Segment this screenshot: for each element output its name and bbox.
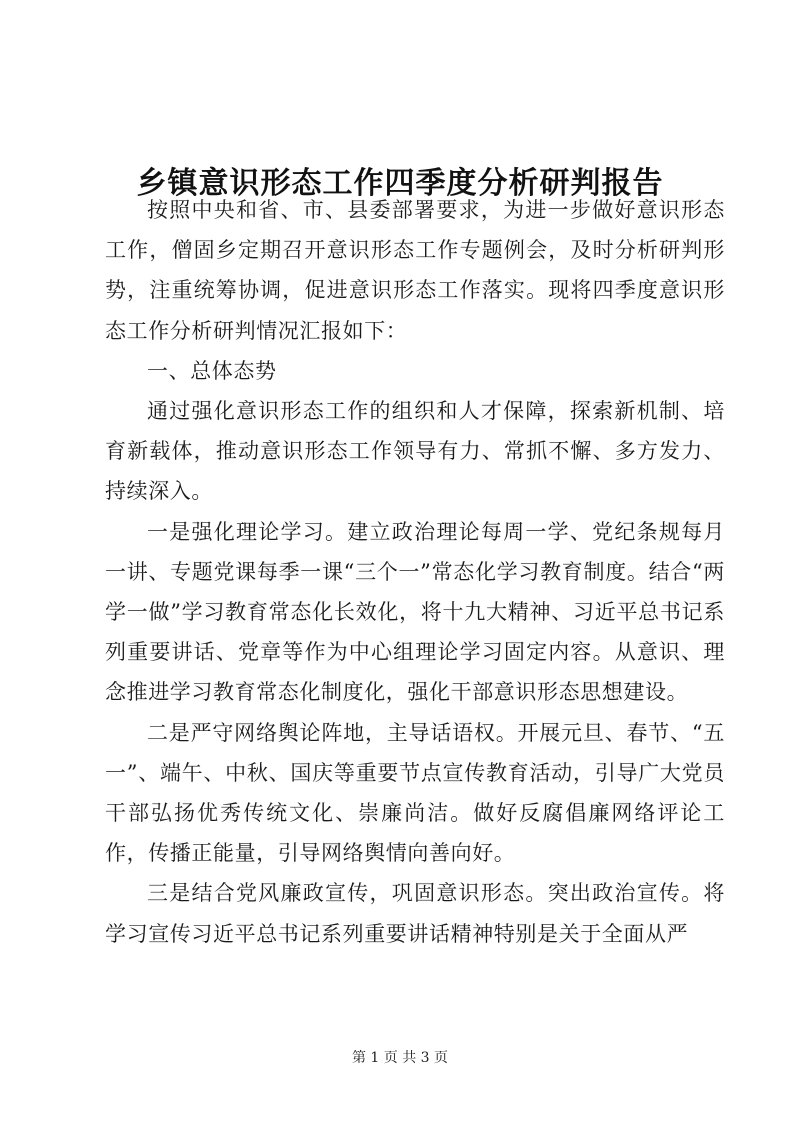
paragraph-clean-governance: 三是结合党风廉政宣传，巩固意识形态。突出政治宣传。将学习宣传习近平总书记系列重要讲话精神特别是关于全面从严 (105, 881, 725, 946)
paragraph-intro: 按照中央和省、市、县委部署要求，为进一步做好意识形态工作，僧固乡定期召开意识形态工作专题例会，及时分析研判形势，注重统筹协调，促进意识形态工作落实。现将四季度意识形态工作分析研判情况汇报如下： (105, 198, 725, 343)
paragraph-theory-study: 一是强化理论学习。建立政治理论每周一学、党纪条规每月一讲、专题党课每季一课“三个一”常态化学习教育制度。结合“两学一做”学习教育常态化长效化，将十九大精神、习近平总书记系列重要讲话、党章等作为中心组理论学习固定内容。从意识、理念推进学习教育常态化制度化，强化干部意识形态思想建设。 (105, 519, 725, 705)
paragraph-overview: 通过强化意识形态工作的组织和人才保障，探索新机制、培育新载体，推动意识形态工作领导有力、常抓不懈、多方发力、持续深入。 (105, 399, 725, 504)
paragraph-network-opinion: 二是严守网络舆论阵地，主导话语权。开展元旦、春节、“五一”、端午、中秋、国庆等重要节点宣传教育活动，引导广大党员干部弘扬优秀传统文化、崇廉尚洁。做好反腐倡廉网络评论工作，传播正能量，引导网络舆情向善向好。 (105, 720, 725, 866)
section-heading-overall: 一、总体态势 (147, 358, 277, 383)
document-body (105, 190, 725, 954)
document-title: 乡镇意识形态工作四季度分析研判报告 (136, 166, 664, 202)
page-number-footer: 第 1 页 共 3 页 (351, 1050, 449, 1066)
